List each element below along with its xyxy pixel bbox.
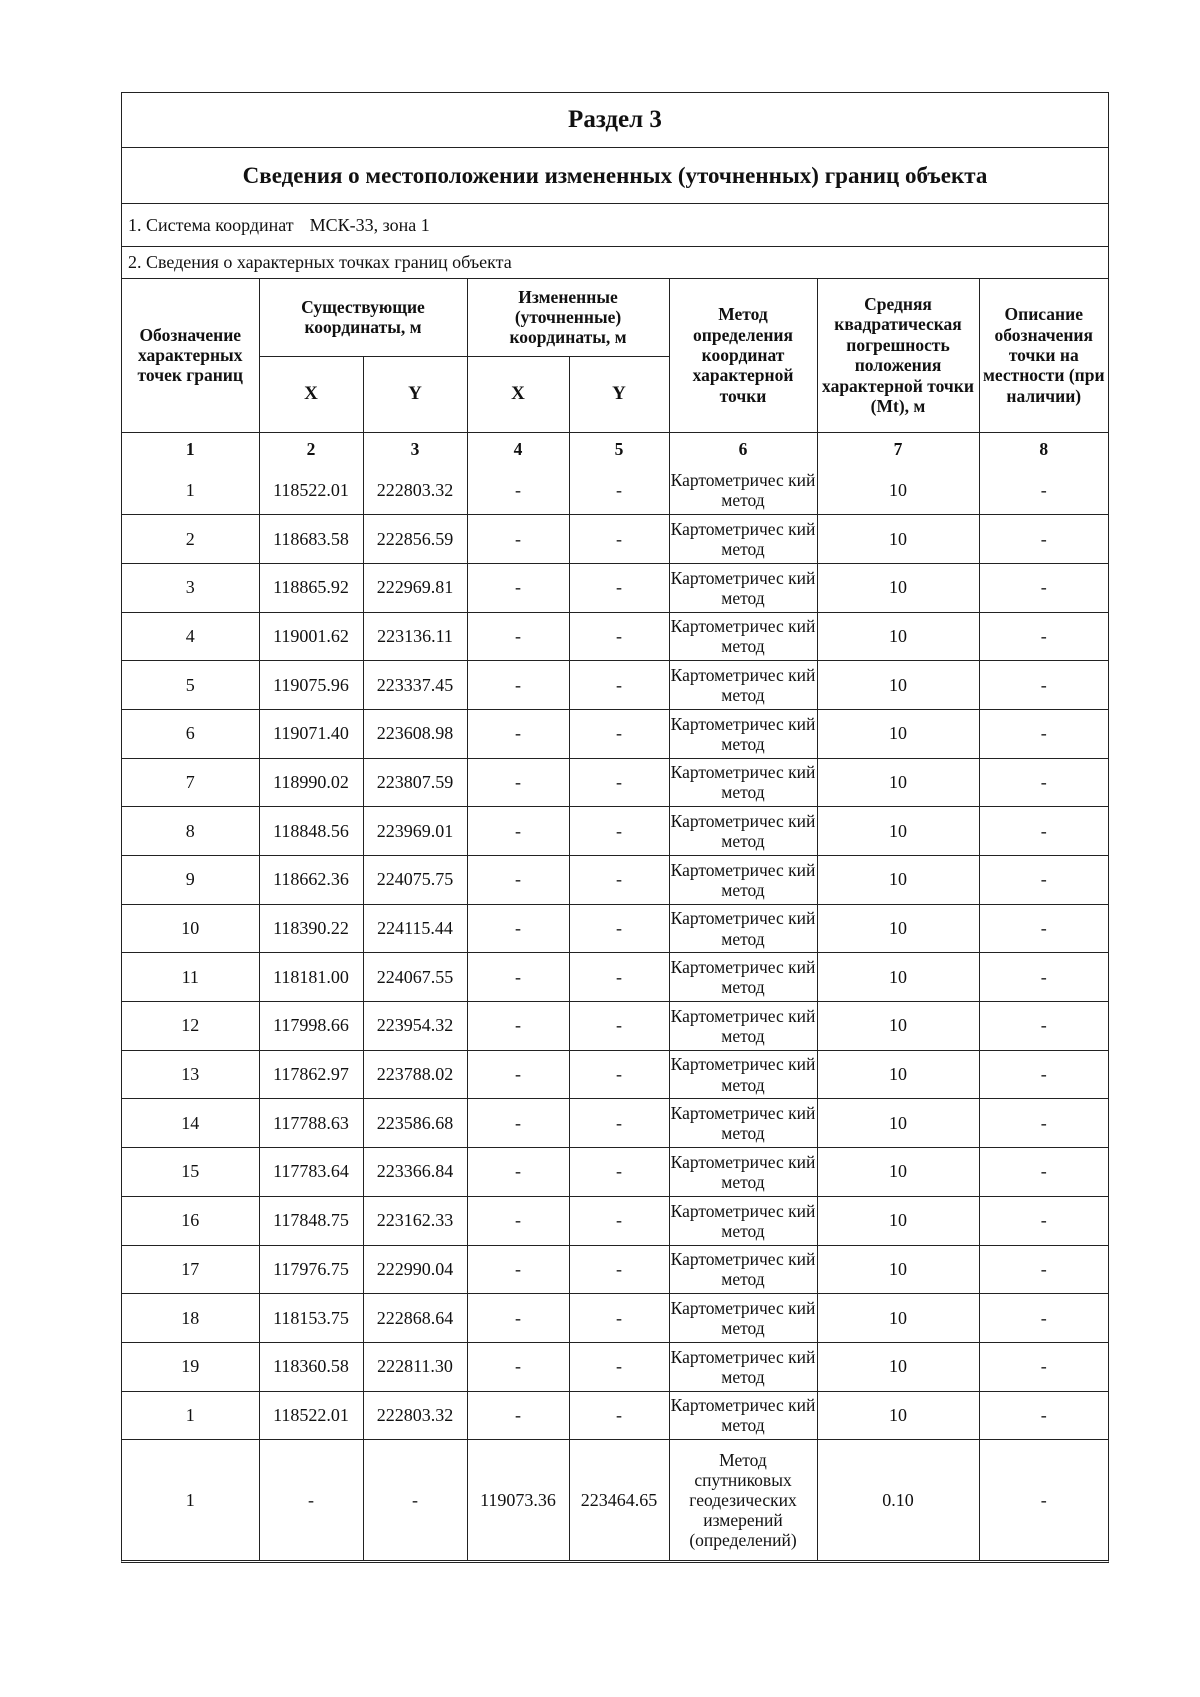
cell-description: - (979, 856, 1108, 905)
cell-existing-y: 223586.68 (363, 1099, 467, 1148)
cell-existing-x: 118848.56 (259, 807, 363, 856)
cell-description: - (979, 807, 1108, 856)
cell-existing-x: 118990.02 (259, 758, 363, 807)
cell-changed-x: - (467, 1050, 569, 1099)
cell-changed-y: - (569, 515, 669, 564)
cell-description: - (979, 515, 1108, 564)
cell-point: 8 (122, 807, 259, 856)
header-existing-x: X (259, 356, 363, 432)
cell-existing-x: 117998.66 (259, 1002, 363, 1051)
column-number: 7 (817, 432, 979, 466)
cell-description: - (979, 466, 1108, 515)
table-row (122, 953, 1108, 1002)
cell-existing-y: - (363, 1440, 467, 1560)
table-row (122, 1440, 1108, 1560)
cell-point: 16 (122, 1196, 259, 1245)
header-method: Метод определения координат характерной точки (669, 279, 817, 432)
cell-changed-x: - (467, 1342, 569, 1391)
cell-changed-x: - (467, 1148, 569, 1197)
cell-changed-x: - (467, 807, 569, 856)
table-row (122, 1391, 1108, 1440)
cell-error: 10 (817, 709, 979, 758)
cell-method: Картометричес кий метод (669, 1099, 817, 1148)
cell-point: 3 (122, 563, 259, 612)
column-number: 3 (363, 432, 467, 466)
cell-changed-y: - (569, 856, 669, 905)
cell-error: 10 (817, 1294, 979, 1343)
cell-changed-y: - (569, 466, 669, 515)
table-row (122, 1196, 1108, 1245)
cell-method: Картометричес кий метод (669, 515, 817, 564)
cell-changed-y: - (569, 1050, 669, 1099)
cell-point: 19 (122, 1342, 259, 1391)
cell-error: 10 (817, 1245, 979, 1294)
cell-error: 10 (817, 904, 979, 953)
header-description: Описание обозначения точки на местности (при наличии) (979, 279, 1108, 432)
cell-error: 10 (817, 661, 979, 710)
cell-method: Картометричес кий метод (669, 661, 817, 710)
cell-method: Картометричес кий метод (669, 1196, 817, 1245)
cell-existing-y: 222868.64 (363, 1294, 467, 1343)
header-point-designation: Обозначение характерных точек границ (122, 279, 259, 432)
column-number: 8 (979, 432, 1108, 466)
cell-point: 9 (122, 856, 259, 905)
cell-point: 10 (122, 904, 259, 953)
coordinate-system-label: 1. Система координат (128, 214, 294, 235)
cell-error: 10 (817, 1099, 979, 1148)
table-row (122, 515, 1108, 564)
cell-changed-y: - (569, 904, 669, 953)
column-number: 4 (467, 432, 569, 466)
cell-method: Картометричес кий метод (669, 1342, 817, 1391)
cell-method: Картометричес кий метод (669, 1245, 817, 1294)
cell-method: Картометричес кий метод (669, 563, 817, 612)
table-row (122, 758, 1108, 807)
cell-method: Метод спутниковых геодезических измерений (определений) (669, 1440, 817, 1560)
cell-changed-x: - (467, 661, 569, 710)
cell-error: 10 (817, 466, 979, 515)
cell-description: - (979, 1440, 1108, 1560)
cell-error: 10 (817, 856, 979, 905)
cell-method: Картометричес кий метод (669, 1050, 817, 1099)
cell-changed-y: - (569, 709, 669, 758)
cell-error: 10 (817, 807, 979, 856)
table-row (122, 1050, 1108, 1099)
cell-changed-y: - (569, 1294, 669, 1343)
cell-existing-y: 223954.32 (363, 1002, 467, 1051)
cell-existing-x: 118153.75 (259, 1294, 363, 1343)
column-number-row (122, 432, 1108, 466)
table-row (122, 661, 1108, 710)
cell-existing-x: 118390.22 (259, 904, 363, 953)
cell-changed-x: - (467, 612, 569, 661)
cell-existing-x: 118683.58 (259, 515, 363, 564)
section-subtitle: Сведения о местоположении измененных (уточненных) границ объекта (122, 148, 1108, 204)
cell-point: 13 (122, 1050, 259, 1099)
cell-changed-x: - (467, 953, 569, 1002)
cell-point: 7 (122, 758, 259, 807)
cell-error: 10 (817, 1391, 979, 1440)
table-row (122, 1245, 1108, 1294)
cell-description: - (979, 1148, 1108, 1197)
cell-existing-x: 118865.92 (259, 563, 363, 612)
cell-existing-y: 223162.33 (363, 1196, 467, 1245)
cell-method: Картометричес кий метод (669, 1294, 817, 1343)
header-existing-y: Y (363, 356, 467, 432)
header-changed-coordinates: Измененные (уточненные) координаты, м (467, 279, 669, 356)
cell-changed-y: - (569, 1002, 669, 1051)
cell-existing-x: 117788.63 (259, 1099, 363, 1148)
table-body (122, 466, 1108, 1560)
cell-point: 6 (122, 709, 259, 758)
column-number: 5 (569, 432, 669, 466)
cell-error: 10 (817, 1342, 979, 1391)
cell-changed-x: - (467, 709, 569, 758)
cell-error: 10 (817, 1196, 979, 1245)
cell-point: 14 (122, 1099, 259, 1148)
cell-existing-x: 119001.62 (259, 612, 363, 661)
cell-method: Картометричес кий метод (669, 709, 817, 758)
cell-existing-y: 223969.01 (363, 807, 467, 856)
cell-changed-y: - (569, 661, 669, 710)
cell-changed-y: - (569, 563, 669, 612)
cell-existing-x: 117783.64 (259, 1148, 363, 1197)
cell-description: - (979, 563, 1108, 612)
cell-changed-y: - (569, 758, 669, 807)
coordinate-system-line (122, 204, 1108, 247)
header-changed-y: Y (569, 356, 669, 432)
cell-changed-y: 223464.65 (569, 1440, 669, 1560)
table-row (122, 904, 1108, 953)
cell-changed-y: - (569, 1391, 669, 1440)
cell-existing-x: 119071.40 (259, 709, 363, 758)
cell-description: - (979, 709, 1108, 758)
cell-existing-y: 223136.11 (363, 612, 467, 661)
cell-description: - (979, 1294, 1108, 1343)
cell-error: 10 (817, 563, 979, 612)
points-section-label: 2. Сведения о характерных точках границ объекта (122, 247, 1108, 279)
cell-existing-x: 118360.58 (259, 1342, 363, 1391)
cell-changed-y: - (569, 1099, 669, 1148)
cell-changed-x: - (467, 563, 569, 612)
cell-point: 1 (122, 466, 259, 515)
cell-changed-y: - (569, 1196, 669, 1245)
cell-changed-x: - (467, 1391, 569, 1440)
table-row (122, 612, 1108, 661)
cell-error: 10 (817, 612, 979, 661)
cell-existing-y: 223366.84 (363, 1148, 467, 1197)
cell-description: - (979, 1002, 1108, 1051)
cell-point: 17 (122, 1245, 259, 1294)
cell-existing-y: 224067.55 (363, 953, 467, 1002)
cell-point: 2 (122, 515, 259, 564)
cell-description: - (979, 904, 1108, 953)
cell-changed-x: - (467, 466, 569, 515)
cell-description: - (979, 1245, 1108, 1294)
table-row (122, 1294, 1108, 1343)
cell-point: 5 (122, 661, 259, 710)
cell-description: - (979, 1050, 1108, 1099)
cell-description: - (979, 661, 1108, 710)
cell-existing-x: 118522.01 (259, 1391, 363, 1440)
header-error: Средняя квадратическая погрешность положения характерной точки (Mt), м (817, 279, 979, 432)
cell-point: 11 (122, 953, 259, 1002)
cell-changed-x: - (467, 1294, 569, 1343)
cell-changed-y: - (569, 1245, 669, 1294)
cell-existing-y: 223807.59 (363, 758, 467, 807)
cell-description: - (979, 1099, 1108, 1148)
cell-changed-x: - (467, 1245, 569, 1294)
cell-changed-y: - (569, 953, 669, 1002)
cell-error: 10 (817, 515, 979, 564)
cell-existing-x: 117848.75 (259, 1196, 363, 1245)
cell-point: 4 (122, 612, 259, 661)
cell-changed-y: - (569, 612, 669, 661)
cell-existing-y: 224075.75 (363, 856, 467, 905)
cell-method: Картометричес кий метод (669, 856, 817, 905)
cell-existing-y: 223608.98 (363, 709, 467, 758)
cell-description: - (979, 953, 1108, 1002)
cell-point: 15 (122, 1148, 259, 1197)
cell-existing-y: 223788.02 (363, 1050, 467, 1099)
header-existing-coordinates: Существующие координаты, м (259, 279, 467, 356)
cell-method: Картометричес кий метод (669, 1002, 817, 1051)
table-row (122, 709, 1108, 758)
cell-method: Картометричес кий метод (669, 807, 817, 856)
cell-changed-x: - (467, 1099, 569, 1148)
cell-changed-x: - (467, 515, 569, 564)
cell-existing-x: 117976.75 (259, 1245, 363, 1294)
cell-method: Картометричес кий метод (669, 1148, 817, 1197)
coordinate-system-value: МСК-33, зона 1 (309, 214, 430, 235)
cell-existing-y: 224115.44 (363, 904, 467, 953)
table-row (122, 1099, 1108, 1148)
column-number: 6 (669, 432, 817, 466)
cell-changed-x: - (467, 856, 569, 905)
cell-error: 10 (817, 953, 979, 1002)
cell-existing-y: 222811.30 (363, 1342, 467, 1391)
cell-existing-x: 118522.01 (259, 466, 363, 515)
cell-method: Картометричес кий метод (669, 953, 817, 1002)
cell-changed-x: - (467, 1002, 569, 1051)
cell-description: - (979, 1391, 1108, 1440)
cell-point: 1 (122, 1440, 259, 1560)
cell-error: 10 (817, 758, 979, 807)
table-row (122, 807, 1108, 856)
cell-changed-y: - (569, 1148, 669, 1197)
cell-existing-x: - (259, 1440, 363, 1560)
cell-description: - (979, 1342, 1108, 1391)
cell-error: 10 (817, 1148, 979, 1197)
cell-existing-x: 117862.97 (259, 1050, 363, 1099)
cell-existing-y: 222990.04 (363, 1245, 467, 1294)
cell-existing-y: 222969.81 (363, 563, 467, 612)
cell-description: - (979, 1196, 1108, 1245)
cell-method: Картометричес кий метод (669, 758, 817, 807)
cell-existing-y: 223337.45 (363, 661, 467, 710)
cell-error: 10 (817, 1050, 979, 1099)
cell-method: Картометричес кий метод (669, 612, 817, 661)
cell-point: 1 (122, 1391, 259, 1440)
cell-changed-y: - (569, 807, 669, 856)
column-number: 1 (122, 432, 259, 466)
cell-existing-y: 222856.59 (363, 515, 467, 564)
cell-error: 10 (817, 1002, 979, 1051)
cell-changed-x: - (467, 758, 569, 807)
table-row (122, 563, 1108, 612)
cell-description: - (979, 612, 1108, 661)
cell-existing-y: 222803.32 (363, 1391, 467, 1440)
table-row (122, 1002, 1108, 1051)
header-changed-x: X (467, 356, 569, 432)
characteristic-points-table (122, 279, 1108, 1560)
cell-existing-x: 118662.36 (259, 856, 363, 905)
cell-changed-x: - (467, 1196, 569, 1245)
cell-existing-x: 119075.96 (259, 661, 363, 710)
cell-method: Картометричес кий метод (669, 466, 817, 515)
cell-existing-y: 222803.32 (363, 466, 467, 515)
section-title: Раздел 3 (122, 93, 1108, 148)
column-number: 2 (259, 432, 363, 466)
cell-point: 18 (122, 1294, 259, 1343)
cell-description: - (979, 758, 1108, 807)
document-section-3 (121, 92, 1109, 1563)
table-row (122, 856, 1108, 905)
cell-point: 12 (122, 1002, 259, 1051)
cell-changed-y: - (569, 1342, 669, 1391)
cell-error: 0.10 (817, 1440, 979, 1560)
table-row (122, 1342, 1108, 1391)
cell-changed-x: 119073.36 (467, 1440, 569, 1560)
cell-method: Картометричес кий метод (669, 1391, 817, 1440)
cell-method: Картометричес кий метод (669, 904, 817, 953)
table-row (122, 466, 1108, 515)
cell-existing-x: 118181.00 (259, 953, 363, 1002)
cell-changed-x: - (467, 904, 569, 953)
table-row (122, 1148, 1108, 1197)
